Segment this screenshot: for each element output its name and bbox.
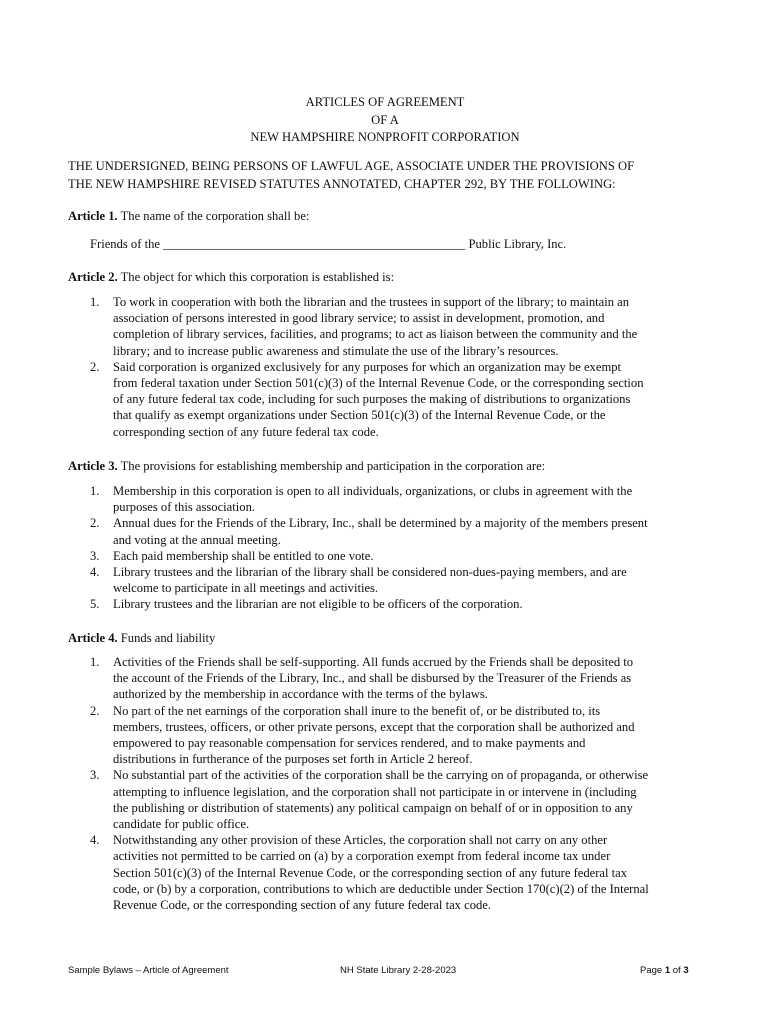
item-text-line: Revenue Code, or the corresponding section of any future federal tax code.: [113, 898, 492, 913]
item-text-line: activities not permitted to be carried on (a) by a corporation exempt from federal income tax under: [113, 849, 611, 864]
list-item: [68, 596, 708, 612]
item-text-line: Membership in this corporation is open to all individuals, organizations, or clubs in agreement with the: [113, 484, 633, 498]
item-text-line: Annual dues for the Friends of the Library, Inc., shall be determined by a majority of the members present: [113, 516, 648, 531]
item-number: 1.: [90, 295, 100, 309]
article-label: Article 4.: [68, 631, 118, 645]
item-text-line: that qualify as exempt organizations under Section 501(c)(3) of the Internal Revenue Code, or the: [113, 408, 606, 423]
list-item: [68, 359, 708, 440]
preamble-line: THE UNDERSIGNED, BEING PERSONS OF LAWFUL AGE, ASSOCIATE UNDER THE PROVISIONS OF: [68, 159, 635, 173]
item-text-line: Library trustees and the librarian are not eligible to be officers of the corporation.: [113, 597, 523, 612]
item-text-line: from federal taxation under Section 501(c)(3) of the Internal Revenue Code, or the corresponding section: [113, 376, 644, 391]
article-2-list: [68, 294, 708, 440]
article-text: The object for which this corporation is established is:: [117, 270, 395, 284]
article-3-heading: [68, 458, 708, 476]
item-text-line: To work in cooperation with both the librarian and the trustees in support of the library; to maintain an: [113, 295, 630, 309]
item-text-line: Library trustees and the librarian of the library shall be considered non-dues-paying members, and are: [113, 565, 627, 580]
title-line: OF A: [371, 112, 399, 127]
page-of: of: [670, 965, 684, 976]
item-number: 3.: [90, 548, 100, 563]
item-text-line: No substantial part of the activities of the corporation shall be the carrying on of propaganda, or otherwise: [113, 768, 649, 783]
article-text: Funds and liability: [117, 631, 216, 645]
preamble-line: THE NEW HAMPSHIRE REVISED STATUTES ANNOTATED, CHAPTER 292, BY THE FOLLOWING:: [68, 176, 616, 191]
article-text: The name of the corporation shall be:: [117, 209, 310, 223]
footer-center: NH State Library 2-28-2023: [340, 965, 457, 976]
preamble: [68, 158, 708, 193]
article-4-heading: [68, 630, 708, 648]
item-text-line: Section 501(c)(3) of the Internal Revenue Code, or the corresponding section of any future federal tax: [113, 865, 628, 880]
item-text-line: authorized by the membership in accordance with the terms of the bylaws.: [113, 687, 488, 702]
item-text-line: Activities of the Friends shall be self-supporting. All funds accrued by the Friends shall be deposited to: [113, 655, 634, 669]
item-number: 2.: [90, 516, 100, 531]
item-text-line: members, trustees, officers, or other private persons, except that the corporation shall be authorized and: [113, 719, 635, 734]
list-item: [68, 483, 708, 515]
footer-page-number: [640, 964, 689, 980]
item-number: 5.: [90, 597, 100, 612]
item-text-line: Said corporation is organized exclusively for any purposes for which an organization may be exempt: [113, 359, 622, 374]
document-title: [0, 94, 770, 147]
list-item: [68, 703, 708, 768]
item-text-line: No part of the net earnings of the corporation shall inure to the benefit of, or be distributed to, its: [113, 703, 601, 718]
article-label: Article 2.: [68, 270, 118, 284]
item-number: 1.: [90, 655, 100, 669]
title-line: NEW HAMPSHIRE NONPROFIT CORPORATION: [250, 130, 520, 144]
list-item: [68, 564, 708, 596]
list-item: [68, 832, 708, 913]
article-text: The provisions for establishing membership and participation in the corporation are:: [117, 459, 546, 473]
corporation-name-line: Friends of the ________________________________________________ Public Library, Inc.: [90, 237, 567, 251]
item-text-line: the publishing or distribution of statements) any political campaign on behalf of or in opposition to any: [113, 800, 633, 815]
item-number: 4.: [90, 833, 100, 848]
article-2-heading: [68, 269, 708, 287]
item-text-line: distributions in furtherance of the purposes set forth in Article 2 hereof.: [113, 752, 473, 767]
item-text-line: Notwithstanding any other provision of these Articles, the corporation shall not carry on any other: [113, 833, 608, 848]
item-text-line: association of persons interested in good library service; to assist in development, promotion, and: [113, 311, 605, 326]
item-text-line: Each paid membership shall be entitled to one vote.: [113, 548, 374, 563]
item-number: 2.: [90, 359, 100, 374]
article-4-list: [68, 654, 708, 913]
list-item: [68, 654, 708, 703]
title-line: ARTICLES OF AGREEMENT: [305, 95, 465, 109]
item-text-line: welcome to participate in all meetings and activities.: [113, 581, 379, 596]
item-text-line: candidate for public office.: [113, 817, 250, 832]
list-item: [68, 767, 708, 832]
page-total: 3: [683, 965, 689, 976]
article-label: Article 3.: [68, 459, 118, 473]
item-text-line: empowered to pay reasonable compensation for services rendered, and to make payments and: [113, 736, 586, 751]
item-text-line: attempting to influence legislation, and the corporation shall not participate in or intervene in (including: [113, 784, 637, 799]
item-text-line: completion of library services, facilities, and programs; to act as liaison between the community and the: [113, 327, 638, 342]
item-text-line: purposes of this association.: [113, 500, 256, 515]
page-prefix: Page: [640, 965, 665, 976]
page-current: 1: [664, 965, 671, 976]
item-text-line: corresponding section of any future federal tax code.: [113, 424, 379, 439]
list-item: [68, 515, 708, 547]
item-number: 3.: [90, 768, 100, 783]
article-label: Article 1.: [68, 209, 118, 223]
article-3-list: [68, 483, 708, 613]
list-item: [68, 294, 708, 359]
footer-left: Sample Bylaws – Article of Agreement: [68, 965, 229, 976]
item-number: 1.: [90, 484, 100, 498]
item-number: 2.: [90, 703, 100, 718]
item-text-line: code, or (b) by a corporation, contributions to which are deductible under Section 170(c)(2) of the Internal: [113, 881, 649, 896]
list-item: [68, 548, 708, 564]
item-text-line: and voting at the annual meeting.: [113, 532, 281, 547]
item-text-line: the account of the Friends of the Library, Inc., and shall be disbursed by the Treasurer of the Friends as: [113, 671, 632, 686]
item-number: 4.: [90, 565, 100, 580]
item-text-line: of any future federal tax code, including for such purposes the making of distributions to organizations: [113, 392, 631, 407]
article-1-heading: [68, 208, 708, 226]
item-text-line: library; and to increase public awareness and stimulate the use of the library’s resources.: [113, 343, 559, 358]
